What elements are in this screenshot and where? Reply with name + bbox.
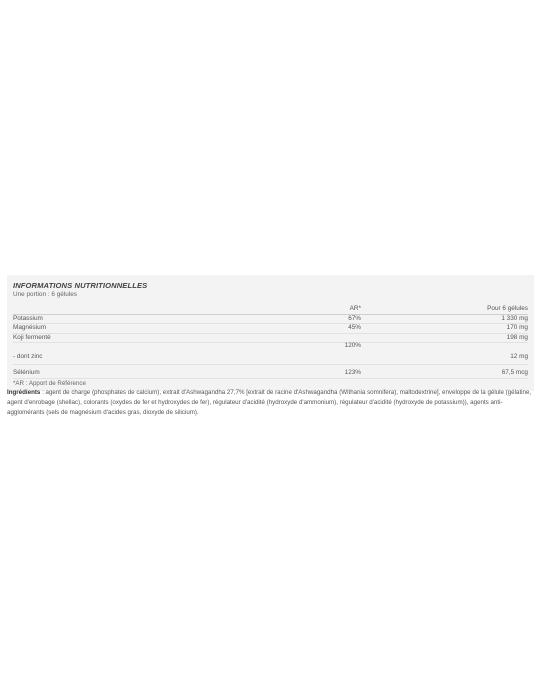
row-name: Sélénium <box>13 369 40 377</box>
ingredients-label: Ingrédients <box>7 389 41 396</box>
row-name: Magnésium <box>13 324 47 332</box>
row-name: Potassium <box>13 314 43 322</box>
table-row <box>13 343 528 365</box>
table-row <box>13 334 528 344</box>
table-row <box>13 315 528 325</box>
row-name: - dont zinc <box>13 353 43 361</box>
row-name: Koji fermenté <box>13 333 51 341</box>
row-value: 67,5 mcg <box>501 369 528 377</box>
table-row <box>13 369 528 379</box>
table-row <box>13 324 528 334</box>
row-value: 1 330 mg <box>501 314 528 322</box>
row-ar: 45% <box>348 324 361 332</box>
row-ar: 123% <box>344 369 361 377</box>
nutrition-panel <box>7 275 534 391</box>
row-value: 12 mg <box>510 353 528 361</box>
header-value: Pour 6 gélules <box>487 305 528 312</box>
row-value: 198 mg <box>506 333 528 341</box>
nutrition-title: INFORMATIONS NUTRITIONNELLES <box>13 281 148 290</box>
row-ar: 120% <box>344 342 361 350</box>
footnote: *AR : Apport de Référence <box>13 379 86 387</box>
row-ar: 67% <box>348 314 361 322</box>
ingredients-body: : agent de charge (phosphates de calcium), extrait d'Ashwagandha 27,7% [extrait de racine d'Ashwagandha (Withania somnifera), maltodextrine], enveloppe de la gélule (gélatine, agent d'enrobage (shellac), colorants (oxydes de fer et hydroxydes de fer), régulateur d'acidité (hydroxyde d'ammonium), régulateur d'acidité (hydroxyde de potassium)), agents anti-agglomérants (sels de magnésium d'acides gras, dioxyde de silicium). <box>7 389 532 417</box>
row-value: 170 mg <box>506 324 528 332</box>
header-ar: AR* <box>349 305 361 312</box>
ingredients-text <box>7 388 534 419</box>
portion-text: Une portion : 6 gélules <box>13 291 77 298</box>
table-header <box>13 305 528 315</box>
